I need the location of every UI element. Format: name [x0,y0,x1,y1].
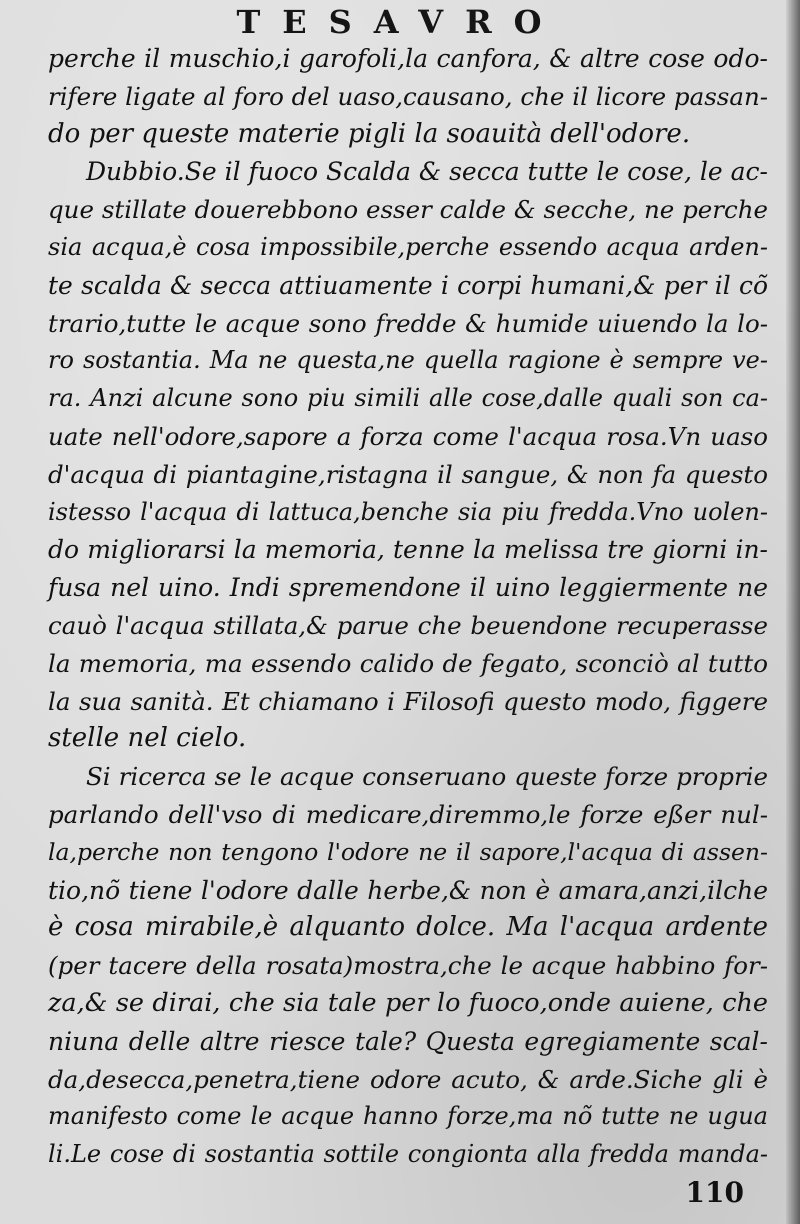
text-line: stelle nel cielo. [48,723,247,754]
text-line: tio,nõ tiene l'odore dalle herbe,& non è amara,anzi,ilche [48,875,768,905]
text-line: istesso l'acqua di lattuca,benche sia piu fredda.Vno uolen- [48,497,768,526]
running-title: TESAVRO [236,3,564,41]
text-line: uate nell'odore,sapore a forza come l'acqua rosa.Vn uaso [48,421,768,451]
text-line: manifesto come le acque hanno forze,ma nõ tutte ne ugua [48,1102,768,1131]
text-line: cauò l'acqua stillata,& parue che beuendone recuperasse [48,610,768,640]
text-line: (per tacere della rosata)mostra,che le acque habbino for- [48,951,768,981]
text-line: ra. Anzi alcune sono piu simili alle cose,dalle quali son ca- [48,384,768,413]
text-line: do per queste materie pigli la soauità dell'odore. [48,118,691,149]
text-line: è cosa mirabile,è alquanto dolce. Ma l'acqua ardente [48,912,768,943]
text-line: la,perche non tengono l'odore ne il sapore,l'acqua di assen- [48,837,768,866]
text-line: que stillate douerebbono esser calde & secche, ne perche [48,195,768,225]
text-line: li.Le cose di sostantia sottile congionta alla fredda manda- [48,1140,768,1169]
text-line: sia acqua,è cosa impossibile,perche essendo acqua arden- [48,232,768,261]
page-edge-shadow [786,0,800,1224]
text-line: trario,tutte le acque sono fredde & humide uiuendo la lo- [48,308,768,338]
text-line: niuna delle altre riesce tale? Questa egregiamente scal- [48,1026,768,1056]
paragraph-start-line: Si ricerca se le acque conseruano queste forze proprie [86,762,768,792]
text-line: ro sostantia. Ma ne questa,ne quella ragione è sempre ve- [48,346,768,375]
text-line: rifere ligate al foro del uaso,causano, che il licore passan- [48,81,768,111]
body-text [48,40,768,1174]
text-line: za,& se dirai, che sia tale per lo fuoco,onde auiene, che [48,987,768,1018]
text-line: d'acqua di piantagine,ristagna il sangue, & non fa questo [48,459,768,489]
text-line: la memoria, ma essendo calido de fegato, sconciò al tutto [48,648,768,678]
text-line: parlando dell'vso di medicare,diremmo,le forze eßer nul- [48,799,768,829]
text-line: la sua sanità. Et chiamano i Filosofi questo modo, figgere [48,686,768,716]
text-line: do migliorarsi la memoria, tenne la melissa tre giorni in- [48,535,768,565]
text-line: fusa nel uino. Indi spremendone il uino leggiermente ne [48,573,768,603]
paragraph-start-line: Dubbio.Se il fuoco Scalda & secca tutte le cose, le ac- [86,157,768,187]
text-line: da,desecca,penetra,tiene odore acuto, & arde.Siche gli è [48,1064,768,1094]
page-number: 110 [685,1176,744,1209]
text-line: perche il muschio,i garofoli,la canfora, & altre cose odo- [48,44,768,73]
text-line: te scalda & secca attiuamente i corpi humani,& per il cõ [48,270,768,300]
